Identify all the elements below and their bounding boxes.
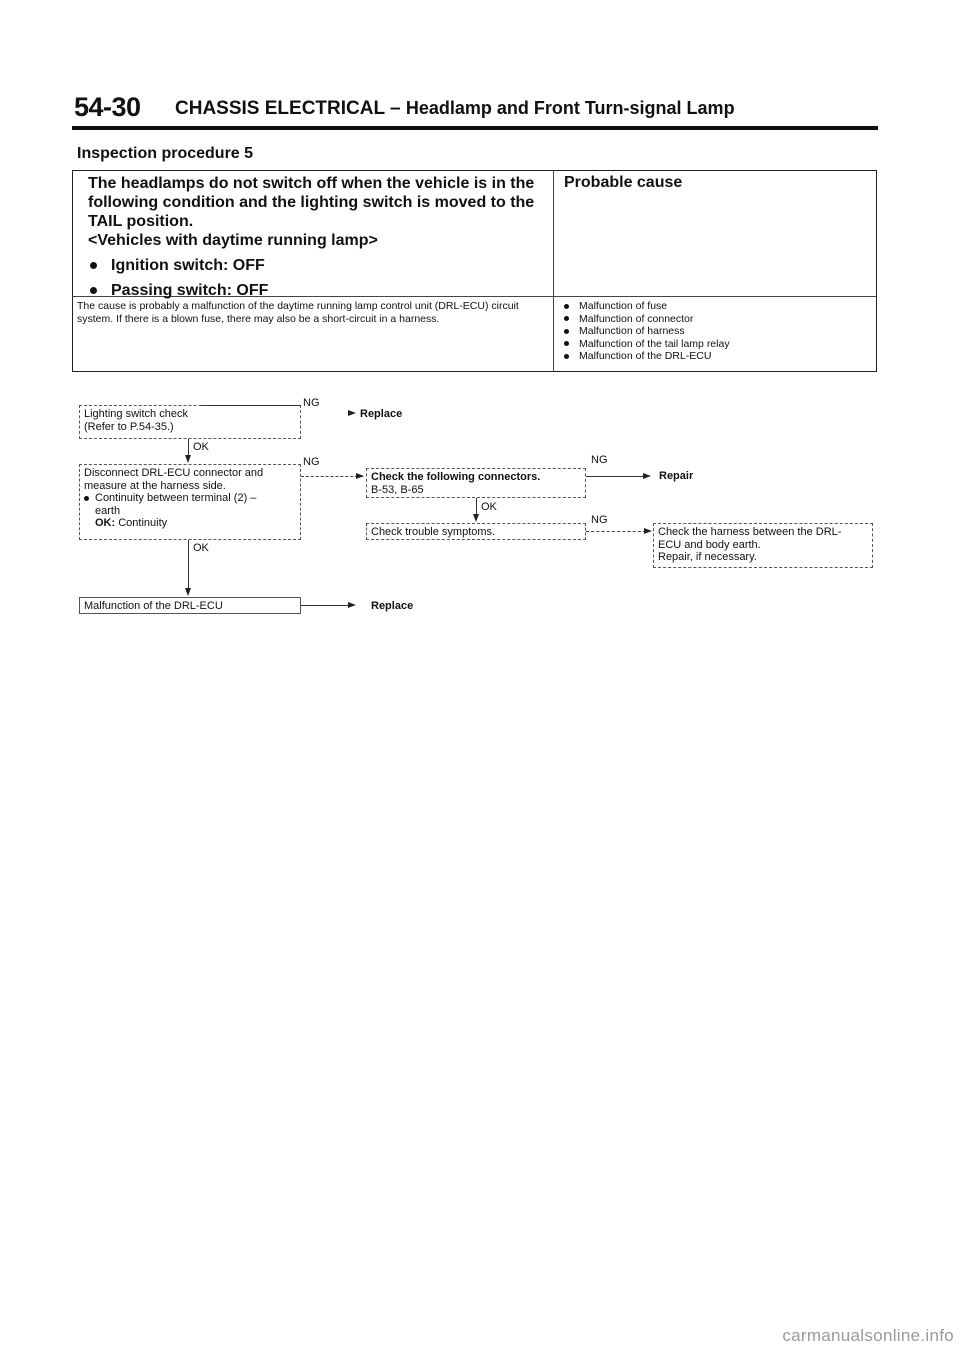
connector-line (201, 405, 301, 406)
replace-action: Replace (371, 600, 414, 612)
replace-action: Replace (360, 408, 403, 420)
step-text: Check the harness between the DRL- (658, 526, 842, 538)
arrow-right-icon (348, 410, 356, 416)
step-text: Check the following connectors. (371, 471, 541, 483)
bullet-icon (564, 316, 569, 321)
step-malfunction-drl-ecu (79, 597, 301, 614)
cause-item (564, 300, 730, 313)
ng-label: NG (591, 454, 608, 466)
cause-item-text: Malfunction of the tail lamp relay (579, 337, 730, 350)
step-check-harness (653, 523, 873, 568)
connector-line (586, 476, 646, 477)
symptom-line: <Vehicles with daytime running lamp> (88, 232, 378, 249)
section-title (175, 98, 735, 120)
symptom-line: The headlamps do not switch off when the vehicle is in the (88, 175, 535, 192)
arrow-down-icon (473, 514, 479, 522)
bullet-icon (564, 329, 569, 334)
step-text: Lighting switch check (84, 408, 188, 420)
step-check-trouble-symptoms (366, 523, 586, 540)
step-text: (Refer to P.54-35.) (84, 420, 174, 433)
condition-item (88, 281, 548, 300)
cause-item (564, 338, 730, 351)
cause-item-text: Malfunction of harness (579, 325, 685, 337)
bullet-icon (564, 354, 569, 359)
ok-label: OK (481, 501, 497, 513)
arrow-right-icon (356, 473, 364, 479)
ng-label: NG (591, 514, 608, 526)
step-check-connectors (366, 468, 586, 498)
bullet-icon (564, 304, 569, 309)
cause-list (564, 300, 730, 363)
header-rule (72, 126, 878, 130)
symptom-description (88, 174, 548, 300)
step-ok-criterion (84, 517, 296, 530)
arrow-right-icon (348, 602, 356, 608)
symptom-line: following condition and the lighting switch is moved to the (88, 194, 535, 211)
repair-action: Repair (659, 470, 694, 482)
step-text: B-53, B-65 (371, 483, 424, 496)
cause-description: The cause is probably a malfunction of the daytime running lamp control unit (DRL-ECU) circuit system. If there is a blown fuse, there may also be a short-circuit in a harness. (77, 300, 519, 325)
symptom-line: TAIL position. (88, 213, 194, 230)
section-name: CHASSIS ELECTRICAL (175, 98, 385, 119)
cause-item-text: Malfunction of connector (579, 312, 694, 325)
step-text: earth (95, 504, 121, 517)
arrow-right-icon (643, 473, 651, 479)
ng-label: NG (303, 456, 320, 468)
step-text: Check trouble symptoms. (371, 526, 496, 538)
arrow-down-icon (185, 588, 191, 596)
ok-criterion-value: Continuity (118, 517, 168, 529)
step-text: Malfunction of the DRL-ECU (84, 600, 223, 612)
bullet-icon (90, 262, 97, 269)
cause-item-text: Malfunction of the DRL-ECU (579, 350, 712, 362)
watermark: carmanualsonline.info (782, 1326, 954, 1345)
ok-label: OK (193, 441, 209, 453)
arrow-right-icon (644, 528, 652, 534)
ok-criterion-label: OK: (95, 517, 116, 529)
ok-label: OK (193, 542, 209, 554)
title-separator: – (390, 98, 401, 119)
bullet-icon (84, 496, 89, 501)
cause-item-text: Malfunction of fuse (579, 300, 668, 312)
connector-line (301, 476, 363, 478)
cause-item (564, 350, 730, 363)
procedure-title: Inspection procedure 5 (77, 145, 254, 162)
step-text: Continuity between terminal (2) – (95, 492, 257, 504)
arrow-down-icon (185, 455, 191, 463)
probable-cause-header: Probable cause (564, 174, 683, 191)
page-number: 54-30 (74, 92, 141, 122)
step-text: measure at the harness side. (84, 479, 226, 492)
ng-label: NG (303, 397, 320, 409)
condition-text: Ignition switch: OFF (111, 257, 265, 274)
step-disconnect-drl-ecu (79, 464, 301, 540)
step-bullet (84, 492, 296, 505)
condition-item (88, 256, 548, 275)
bullet-icon (90, 287, 97, 294)
connector-line (188, 540, 189, 594)
step-text: ECU and body earth. (658, 538, 761, 551)
bullet-icon (564, 341, 569, 346)
cause-item (564, 313, 730, 326)
connector-line (301, 605, 351, 606)
cause-item (564, 325, 730, 338)
condition-text: Passing switch: OFF (111, 282, 269, 299)
step-text: Repair, if necessary. (658, 551, 757, 563)
connector-line (586, 531, 646, 533)
table-column-divider (553, 170, 554, 372)
step-text: Disconnect DRL-ECU connector and (84, 467, 264, 479)
step-lighting-switch-check (79, 405, 301, 439)
subsection-name: Headlamp and Front Turn-signal Lamp (405, 98, 735, 118)
